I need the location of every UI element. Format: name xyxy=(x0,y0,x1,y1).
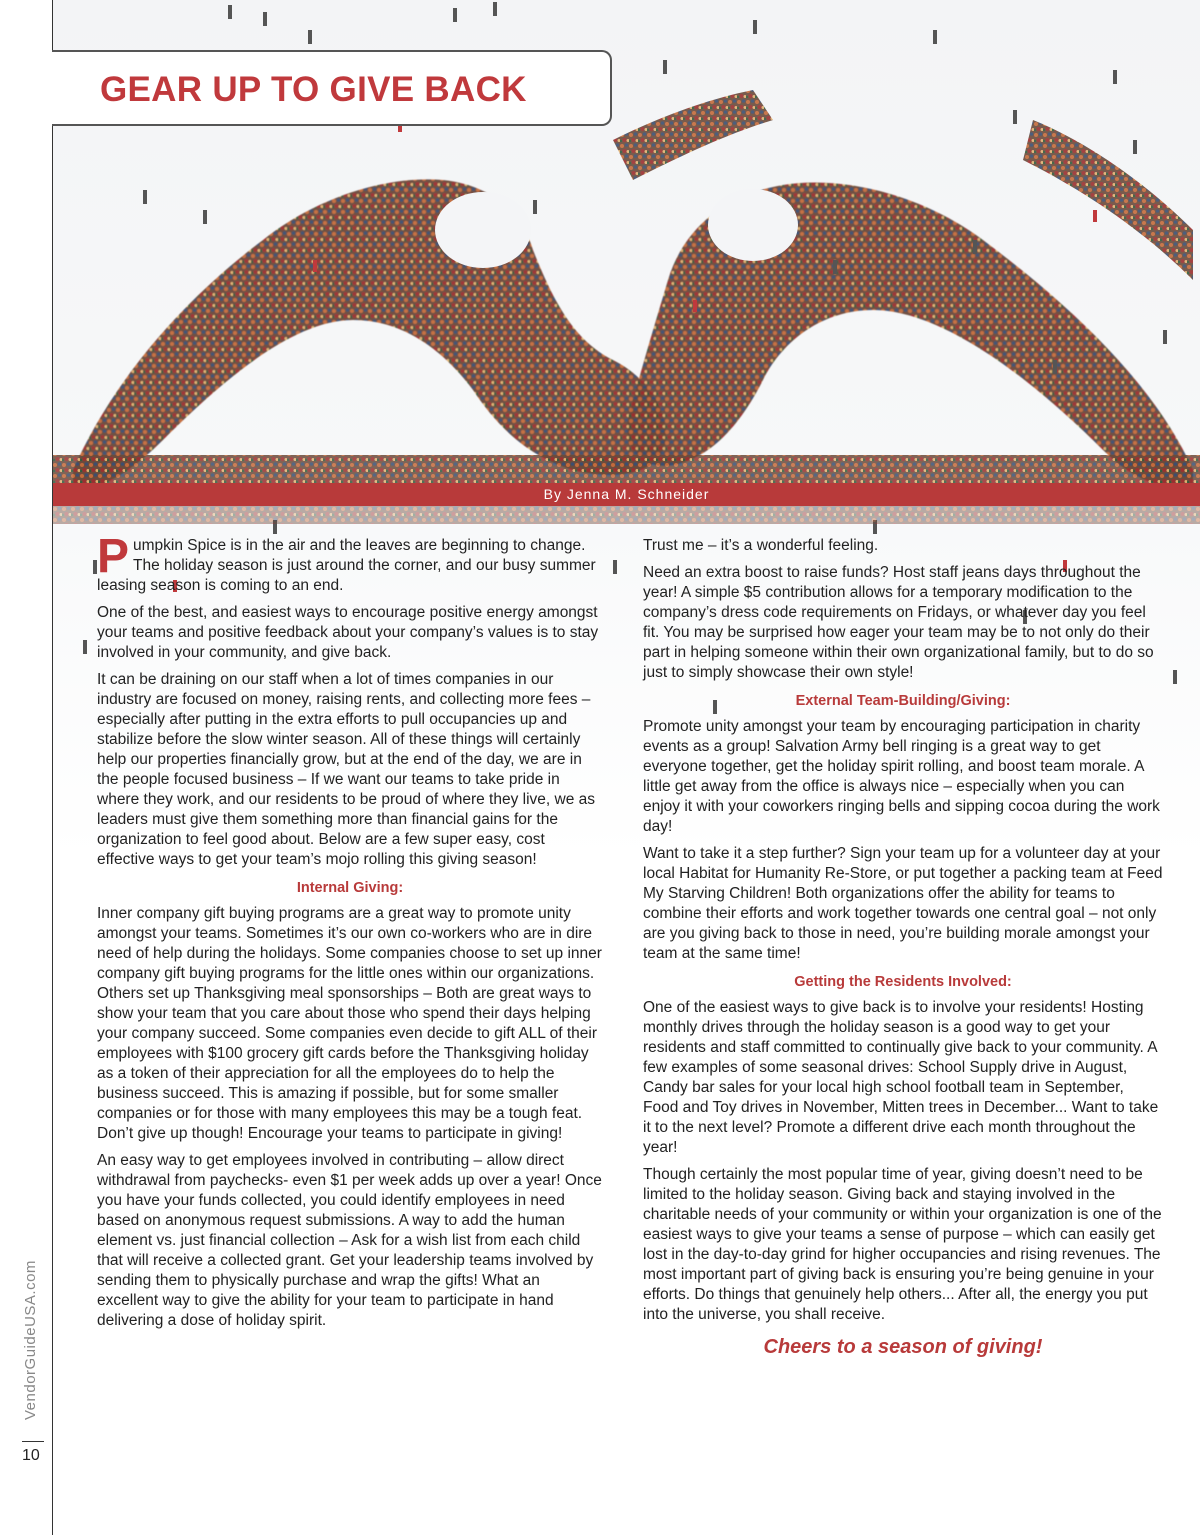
site-url: VendorGuideUSA.com xyxy=(22,1260,39,1420)
paragraph: Promote unity amongst your team by encouraging participation in charity events as a group! Salvation Army bell ringing is a great way to get everyone together, get the holiday spirit rolling, and boost team morale. A little get away from the office is always nice – especially when you can enjoy it with your coworkers ringing bells and sipping cocoa during the work day! xyxy=(643,718,1160,835)
closing-line: Cheers to a season of giving! xyxy=(763,1336,1043,1358)
byline: By Jenna M. Schneider xyxy=(543,486,710,502)
drop-cap: P xyxy=(97,530,130,583)
section-heading-external-giving: External Team-Building/Giving: xyxy=(795,693,1011,709)
right-column xyxy=(643,536,1163,1357)
paragraph: One of the easiest ways to give back is to involve your residents! Hosting monthly drives through the holiday season is a good way to get your residents and staff committed to continually give back to your community. A few examples of some seasonal drives: School Supply drive in August, Candy bar sales for your local high school football team in September, Food and Toy drives in November, Mitten trees in December... Want to take it to the next level? Promote a different drive each month throughout the year! xyxy=(643,999,1159,1156)
paragraph: Trust me – it’s a wonderful feeling. xyxy=(643,537,879,554)
section-heading-internal-giving: Internal Giving: xyxy=(296,880,404,896)
section-heading-residents-involved: Getting the Residents Involved: xyxy=(794,974,1012,990)
paragraph: Want to take it a step further? Sign your team up for a volunteer day at your local Habitat for Humanity Re-Store, or put together a packing team at Feed My Starving Children! Both organizations offer the ability for teams to combine their efforts and work together towards one central goal – not only are you giving back to those in need, you’re building morale amongst your team at the same time! xyxy=(643,845,1163,962)
intro-text: umpkin Spice is in the air and the leaves are beginning to change. The holiday season is just around the corner, and our busy summer leasing season is coming to an end. xyxy=(97,537,596,594)
intro-paragraph xyxy=(97,530,603,596)
paragraph: An easy way to get employees involved in contributing – allow direct withdrawal from paychecks- even $1 per week adds up over a year! Once you have your funds collected, you could identify employees in need based on anonymous request submissions. A way to add the human element vs. just financial collection – Ask for a wish list from each child that will receive a collected grant. Get your leadership teams involved by sending them to physically purchase and wrap the gifts! What an excellent way to give the ability for your team to participate in hand delivering a dose of holiday spirit. xyxy=(97,1152,602,1329)
left-column xyxy=(97,530,603,1338)
page-number: 10 xyxy=(22,1447,40,1464)
paragraph: Inner company gift buying programs are a great way to promote unity amongst your teams. Sometimes it’s our own co-workers who are in dire need of help during the holidays. Some companies choose to set up inner company gift buying programs for the little ones within our organizations. Others set up Thanksgiving meal sponsorships – Both are great ways to show your team that you care about those who spend their days helping your company succeed. Some companies even decide to gift ALL of their employees with $100 grocery gift cards before the Thanksgiving holiday as a token of their appreciation for all the employees do to help the business succeed. This is amazing if possible, but for some smaller companies or for those with many employees this may be a tough feat. Don’t give up though! Encourage your teams to participate in giving! xyxy=(97,905,602,1142)
paragraph: One of the best, and easiest ways to encourage positive energy amongst your teams and positive feedback about your company’s values is to stay involved in your community, and give back. xyxy=(97,604,599,661)
article-title: GEAR UP TO GIVE BACK xyxy=(100,70,527,109)
paragraph: It can be draining on our staff when a lot of times companies in our industry are focused on money, raising rents, and collecting more fees – especially after putting in the extra efforts to pull occupancies up and stabilize before the slow winter season. All of these things will certainly help our properties financially grow, but at the end of the day, we are in the people focused business – If we want our teams to take pride in where they work, and our residents to be proud of where they live, we as leaders must give them something more than financial gains for the organization to feel good about. Below are a few super easy, cost effective ways to get your team’s mojo rolling this giving season! xyxy=(97,671,595,868)
paragraph: Need an extra boost to raise funds? Host staff jeans days throughout the year! A simple $5 contribution allows for a temporary modification to the company’s dress code requirements on Fridays, or whatever day you feel fit. You may be surprised how eager your team may be to not only do their part in helping someone within their own organizational family, but to do so just to simply showcase their own style! xyxy=(643,564,1154,681)
page-number-rule xyxy=(22,1441,44,1442)
paragraph: Though certainly the most popular time of year, giving doesn’t need to be limited to the holiday season. Giving back and staying involved in the charitable needs of your community or within your organization is one of the easiest ways to give your teams a sense of purpose – which can easily get lost in the day-to-day grind for higher occupancies and rising revenues. The most important part of giving back is ensuring you’re being genuine in your efforts. Do things that genuinely help others... After all, the energy you put into the universe, you shall receive. xyxy=(643,1166,1162,1323)
title-box xyxy=(52,50,612,126)
byline-bar xyxy=(53,483,1200,506)
